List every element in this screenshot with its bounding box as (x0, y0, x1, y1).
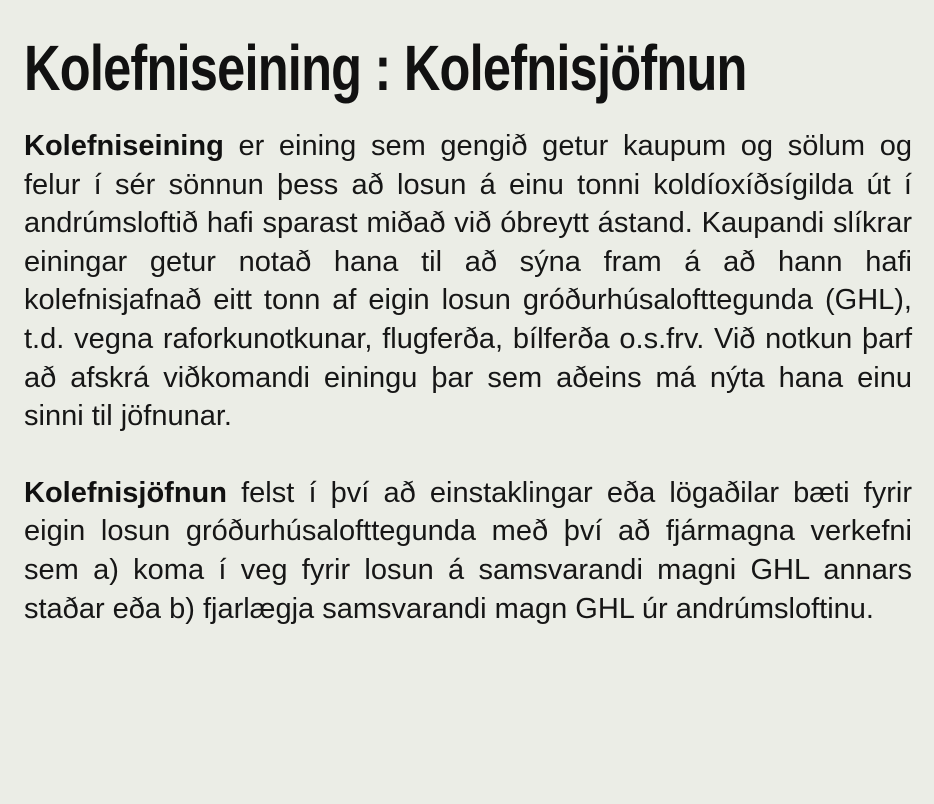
term-kolefnisjofnun: Kolefnisjöfnun (24, 476, 227, 509)
definition-paragraph-kolefnisjofnun (24, 474, 912, 628)
definition-paragraph-kolefniseining (24, 127, 912, 436)
definition-text-kolefnisjofnun: felst í því að einstaklingar eða lögaðilar bæti fyrir eigin losun gróðurhúsalofttegunda með því að fjármagna verkefni sem a) koma í veg fyrir losun á samsvarandi magni GHL annars staðar eða b) fjarlægja samsvarandi magn GHL úr andrúmsloftinu. (24, 476, 912, 625)
definition-text-kolefniseining: er eining sem gengið getur kaupum og sölum og felur í sér sönnun þess að losun á einu tonni koldíoxíðsígilda út í andrúmsloftið hafi sparast miðað við óbreytt ástand. Kaupandi slíkrar einingar getur notað hana til að sýna fram á að hann hafi kolefnisjafnað eitt tonn af eigin losun gróðurhúsalofttegunda (GHL), t.d. vegna raforkunotkunar, flugferða, bílferða o.s.frv. Við notkun þarf að afskrá viðkomandi einingu þar sem aðeins má nýta hana einu sinni til jöfnunar. (24, 130, 912, 433)
document-title: Kolefniseining : Kolefnisjöfnun (24, 32, 747, 104)
term-kolefniseining: Kolefniseining (24, 130, 224, 162)
